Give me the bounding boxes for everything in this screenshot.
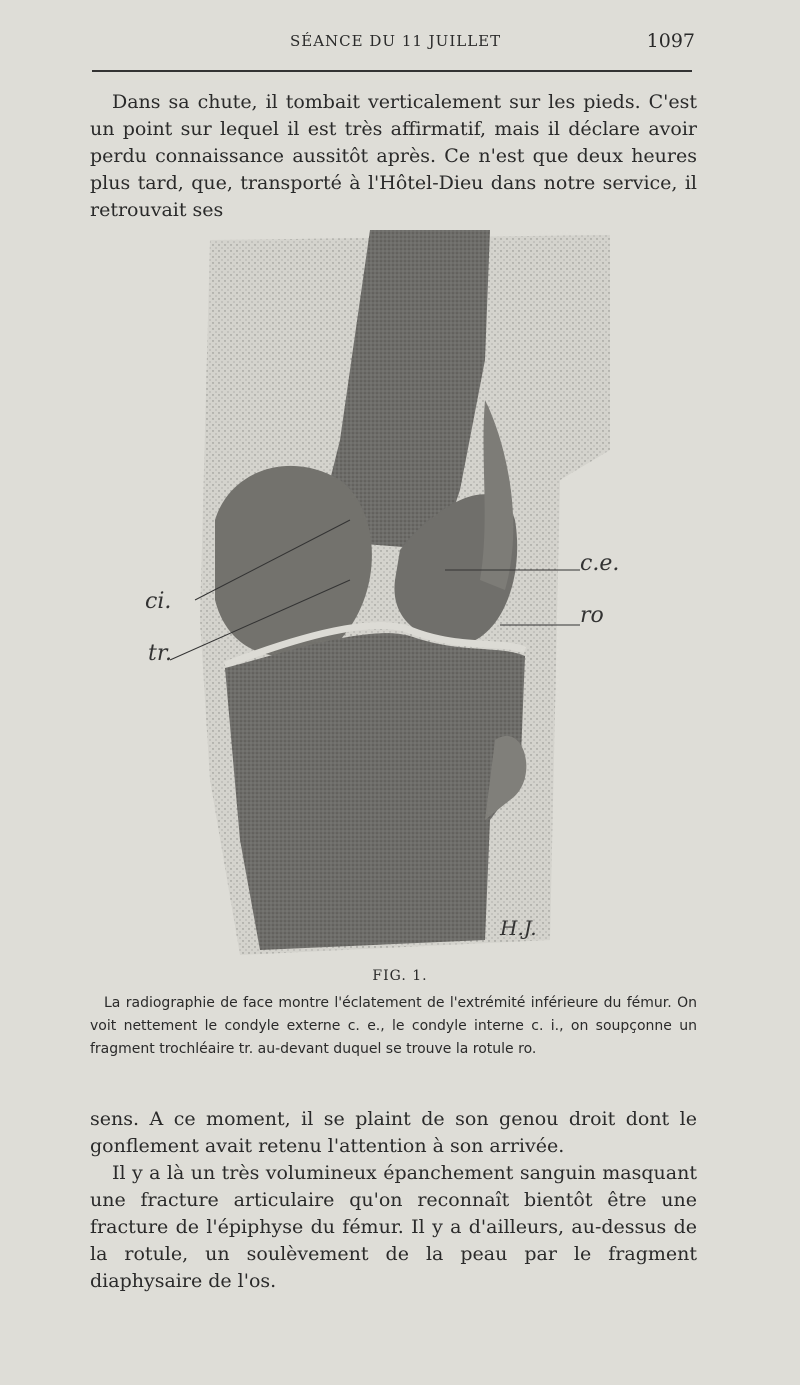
label-rotule: ro bbox=[580, 603, 604, 628]
page-number: 1097 bbox=[646, 30, 695, 52]
artist-signature: H.J. bbox=[500, 916, 537, 940]
header-rule bbox=[92, 70, 692, 72]
radiograph-drawing bbox=[140, 220, 640, 960]
figure-caption-title: FIG. 1. bbox=[372, 968, 428, 984]
figure-caption-text: La radiographie de face montre l'éclatement de l'extrémité inférieure du fémur. On voit nettement le condyle externe c. e., le condyle interne c. i., on soupçonne un fragment trochléaire tr. au-devant duquel se trouve la rotule ro. bbox=[90, 995, 697, 1057]
body-paragraph-3: Il y a là un très volumineux épanchement sanguin masquant une fracture articulaire qu'on reconnaît bientôt être une fracture de l'épiphyse du fémur. Il y a d'ailleurs, au-dessus de la rotule, un soulèvement de la peau par le fragment diaphysaire de l'os. bbox=[90, 1162, 697, 1292]
body-paragraph-1: Dans sa chute, il tombait verticalement sur les pieds. C'est un point sur lequel il est très affirmatif, mais il déclare avoir perdu connaissance aussitôt après. Ce n'est que deux heures plus tard, que, transporté à l'Hôtel-Dieu dans notre service, il retrouvait ses bbox=[90, 91, 697, 221]
label-condyle-interne: ci. bbox=[145, 589, 172, 614]
body-paragraph-2: sens. A ce moment, il se plaint de son genou droit dont le gonflement avait retenu l'attention à son arrivée. bbox=[90, 1108, 697, 1157]
page-header bbox=[90, 30, 695, 54]
label-condyle-externe: c.e. bbox=[580, 551, 620, 576]
tibia bbox=[225, 633, 525, 950]
running-head: SÉANCE DU 11 JUILLET bbox=[290, 32, 502, 50]
label-trochleaire: tr. bbox=[148, 641, 172, 666]
knee-radiograph-figure bbox=[140, 220, 640, 960]
